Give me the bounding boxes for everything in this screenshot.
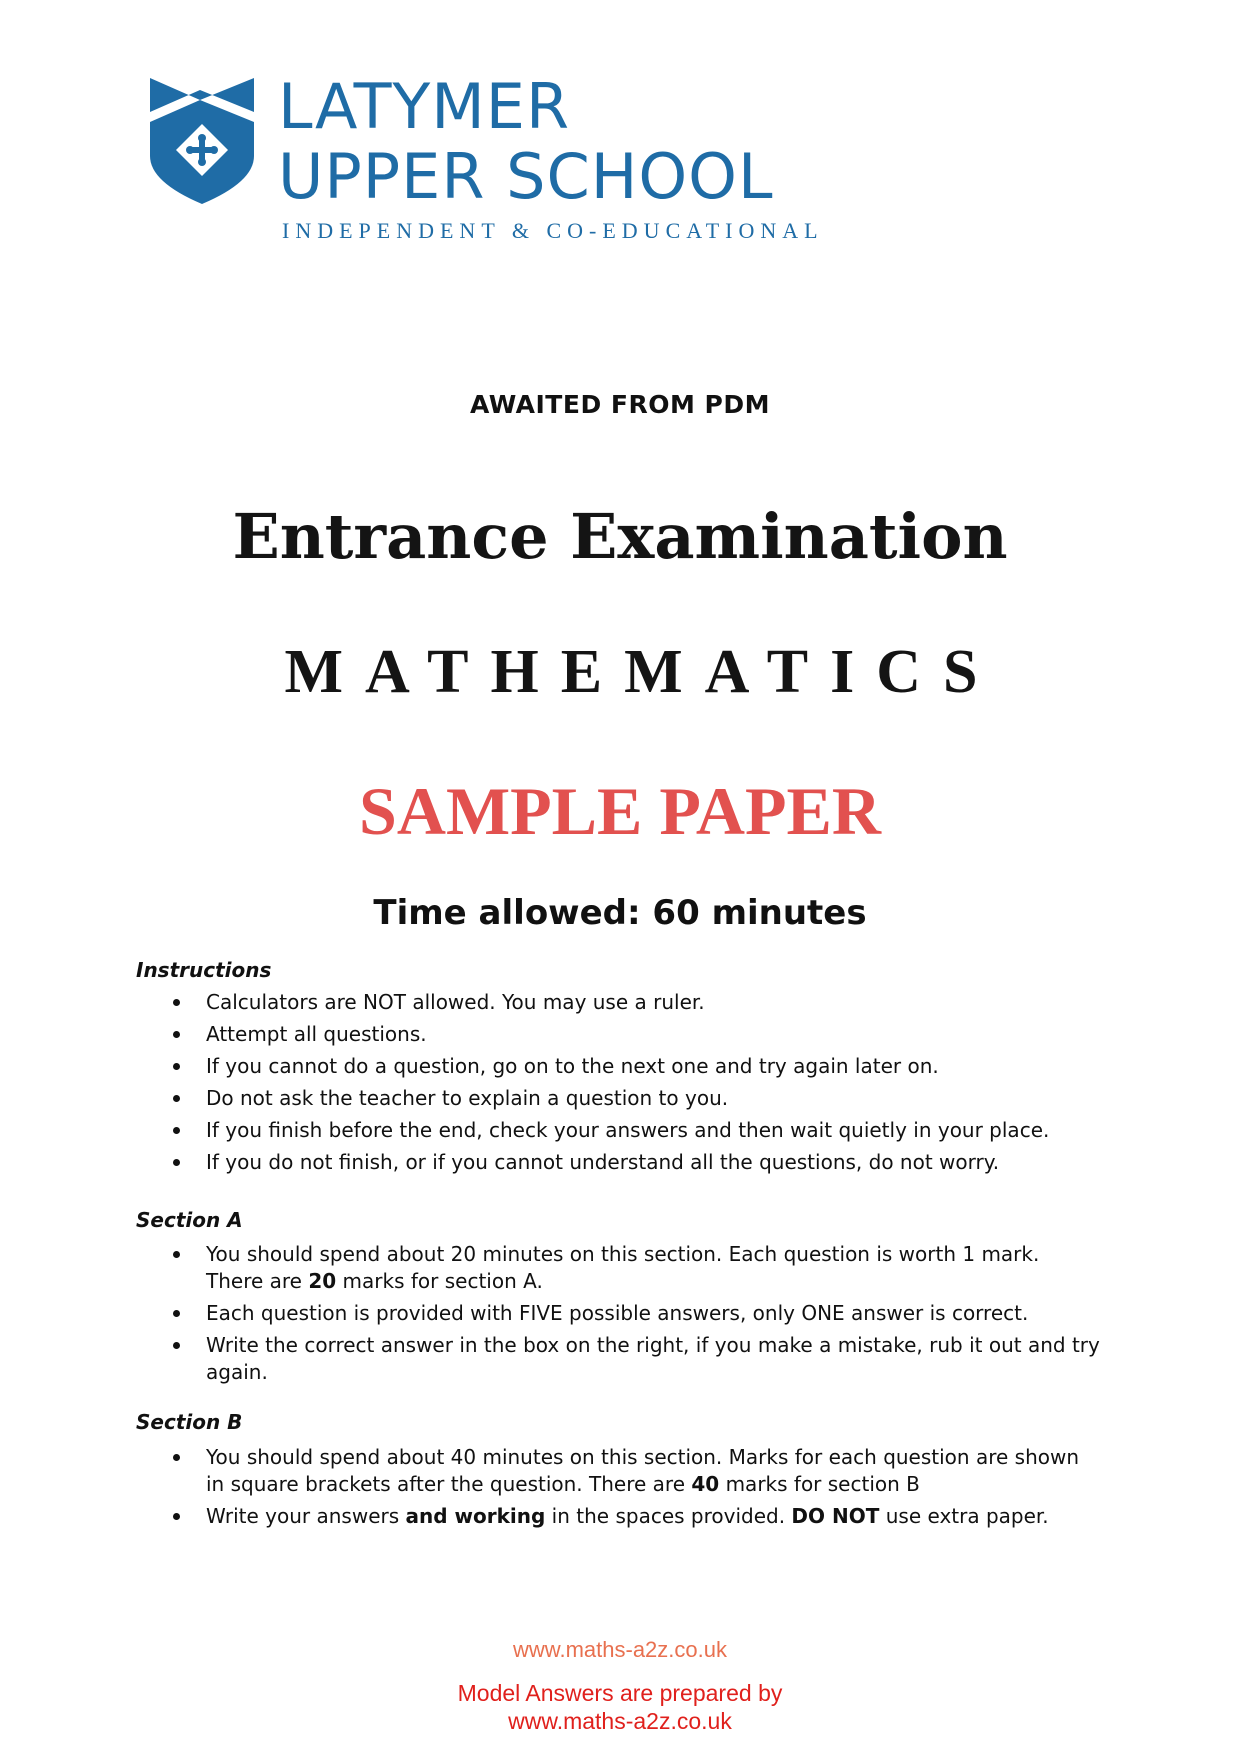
item-bold: DO NOT	[791, 1504, 880, 1528]
awaited-note: AWAITED FROM PDM	[469, 390, 771, 419]
item-text: marks for section B	[719, 1472, 920, 1496]
school-crest-icon	[150, 78, 254, 204]
logo-tagline: INDEPENDENT & CO-EDUCATIONAL	[282, 218, 824, 243]
item-text: Write your answers	[206, 1504, 406, 1528]
footer-website-2: www.maths-a2z.co.uk	[508, 1708, 732, 1734]
item-text: You should spend about 40 minutes on this section. Marks for each question are shown in square brackets after the question. There are	[206, 1445, 1080, 1496]
list-item: Calculators are NOT allowed. You may use a ruler.	[170, 989, 1100, 1016]
list-item	[170, 1503, 1100, 1530]
list-item: Write the correct answer in the box on the right, if you make a mistake, rub it out and try again.	[170, 1332, 1100, 1386]
logo-text-upper-school: UPPER SCHOOL	[278, 140, 774, 213]
list-item: If you finish before the end, check your answers and then wait quietly in your place.	[170, 1117, 1100, 1144]
item-bold: 40	[691, 1472, 720, 1496]
footer-model-answers: Model Answers are prepared by	[457, 1680, 783, 1706]
list-item: If you do not finish, or if you cannot understand all the questions, do not worry.	[170, 1149, 1100, 1176]
item-bold: 20	[308, 1269, 337, 1293]
list-item: Each question is provided with FIVE possible answers, only ONE answer is correct.	[170, 1300, 1100, 1327]
instructions-heading: Instructions	[136, 958, 272, 982]
list-item	[170, 1241, 1100, 1295]
logo-text-latymer: LATYMER	[278, 70, 571, 143]
time-allowed: Time allowed: 60 minutes	[373, 893, 867, 933]
item-text: You should spend about 20 minutes on this section. Each question is worth 1 mark. There are	[206, 1242, 1040, 1293]
section-b-heading: Section B	[136, 1410, 243, 1434]
item-text: in the spaces provided.	[545, 1504, 792, 1528]
item-bold: and working	[405, 1504, 546, 1528]
item-text: use extra paper.	[879, 1504, 1049, 1528]
list-item: Do not ask the teacher to explain a question to you.	[170, 1085, 1100, 1112]
page-title: Entrance Examination	[232, 500, 1008, 573]
school-logo	[150, 70, 850, 256]
section-a-heading: Section A	[136, 1208, 243, 1232]
list-item	[170, 1444, 1100, 1498]
instructions-list	[170, 989, 1100, 1181]
sample-paper-heading: SAMPLE PAPER	[359, 773, 881, 849]
item-text: marks for section A.	[336, 1269, 543, 1293]
list-item: If you cannot do a question, go on to the next one and try again later on.	[170, 1053, 1100, 1080]
section-b-list	[170, 1444, 1100, 1535]
subject-heading: MATHEMATICS	[284, 638, 1000, 706]
footer-website: www.maths-a2z.co.uk	[513, 1637, 727, 1662]
list-item: Attempt all questions.	[170, 1021, 1100, 1048]
section-a-list	[170, 1241, 1100, 1391]
